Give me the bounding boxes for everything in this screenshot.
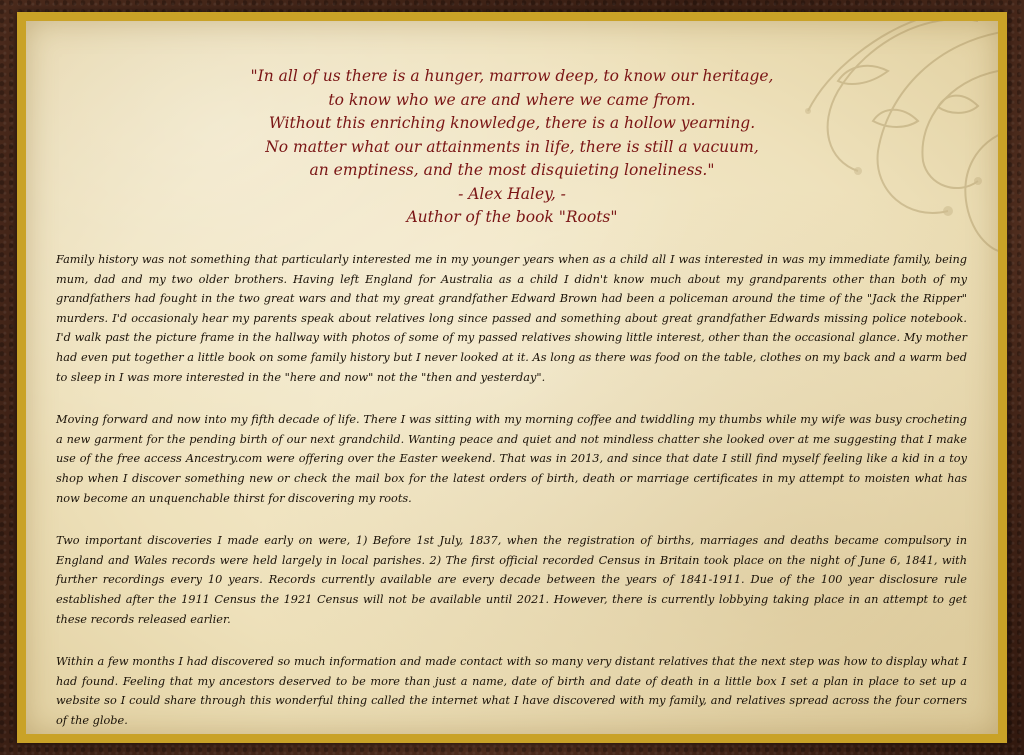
paragraph: Two important discoveries I made early on were, 1) Before 1st July, 1837, when the registration of births, marriages and deaths became compulsory in England and Wales records were held largely in local parishes. 2) The first official recorded Census in Britain took place on the night of June 6, 1841, with further recordings every 10 years. Records currently available are every decade between the years of 1841-1911. Due of the 100 year disclosure rule established after the 1911 Census the 1921 Census will not be available until 2021. However, there is currently lobbying taking place in an attempt to get these records released earlier. — [56, 534, 967, 626]
quote-attribution: Author of the book "Roots" — [406, 208, 618, 226]
quote-line: to know who we are and where we came from. — [328, 90, 696, 109]
quote-author: - Alex Haley, - — [458, 184, 566, 203]
quote-line: Without this enriching knowledge, there is a hollow yearning. — [268, 114, 756, 132]
heritage-quote — [26, 65, 998, 230]
paragraph: Within a few months I had discovered so much information and made contact with so many very distant relatives that the next step was how to display what I had found. Feeling that my ancestors deserved to be more than just a name, date of birth and date of death in a little box I set a plan in place to set up a website so I could share through this wonderful thing called the internet what I have discovered with my family, and relatives spread across the four corners of the globe. — [56, 655, 967, 727]
parchment-panel — [26, 21, 998, 734]
paragraph: Moving forward and now into my fifth decade of life. There I was sitting with my morning coffee and twiddling my thumbs while my wife was busy crocheting a new garment for the pending birth of our next grandchild. Wanting peace and quiet and not mindless chatter she looked over at me suggesting that I make use of the free access Ancestry.com were offering over the Easter weekend. That was in 2013, and since that date I still find myself feeling like a kid in a toy shop when I discover something new or check the mail box for the latest orders of birth, death or marriage certificates in my attempt to moisten what has now become an unquenchable thirst for discovering my roots. — [56, 413, 967, 505]
paragraph: Family history was not something that particularly interested me in my younger years when as a child all I was interested in was my immediate family, being mum, dad and my two older brothers. Having left England for Australia as a child I didn't know much about my grandparents other than both of my grandfathers had fought in the two great wars and that my great grandfather Edward Brown had been a policeman around the time of the "Jack the Ripper" murders. I'd occasionaly hear my parents speak about relatives long since passed and something about great grandfather Edwards missing police notebook. I'd walk past the picture frame in the hallway with photos of some of my passed relatives showing little interest, other than the occasional glance. My mother had even put together a little book on some family history but I never looked at it. As long as there was food on the table, clothes on my back and a warm bed to sleep in I was more interested in the "here and now" not the "then and yesterday". — [56, 253, 967, 384]
quote-line: an emptiness, and the most disquieting loneliness." — [309, 161, 715, 179]
family-history-text — [56, 250, 967, 734]
quote-line: No matter what our attainments in life, there is still a vacuum, — [265, 137, 759, 156]
gold-frame — [17, 12, 1007, 743]
quote-line: "In all of us there is a hunger, marrow deep, to know our heritage, — [250, 67, 774, 85]
